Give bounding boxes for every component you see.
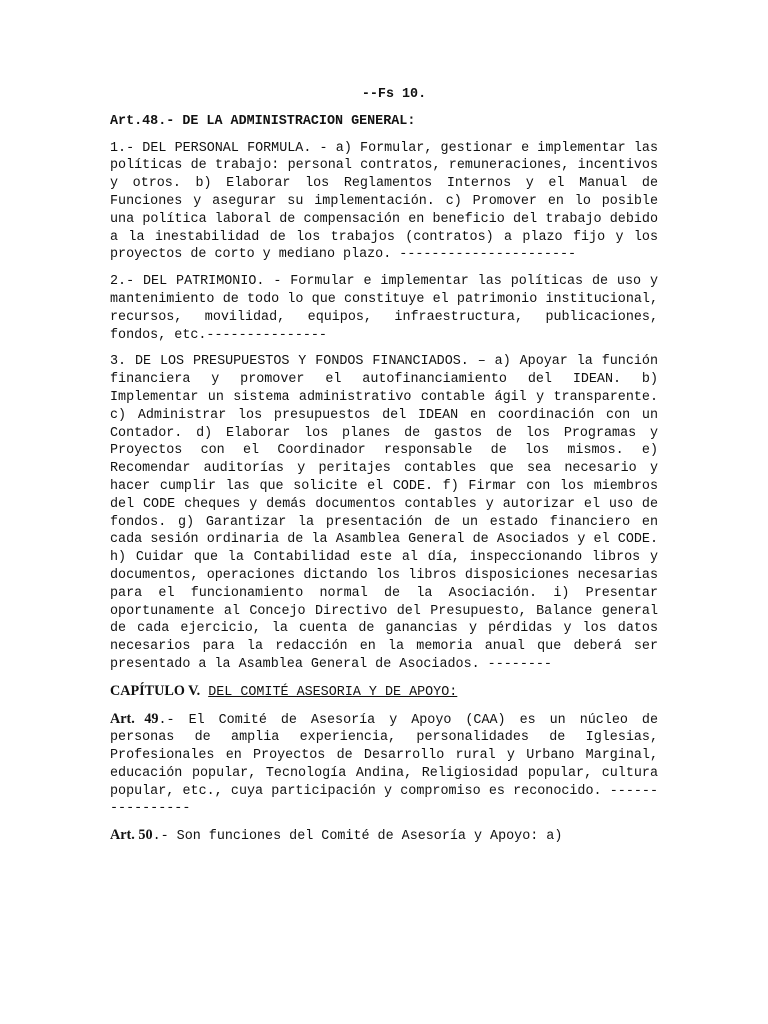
art50-paragraph <box>110 827 658 846</box>
chapter-heading <box>110 683 658 702</box>
document-body <box>110 86 658 855</box>
art48-title: Art.48.- DE LA ADMINISTRACION GENERAL: <box>110 113 416 129</box>
art49-label: Art. 49 <box>110 710 159 727</box>
chapter-label: CAPÍTULO V. <box>110 682 201 699</box>
section-1-personal: 1.- DEL PERSONAL FORMULA. - a) Formular, gestionar e implementar las políticas de trabajo: personal contratos, remuneraciones, incentivos y otros. b) Elaborar los Reglamentos Internos y el Manual de Funciones y asegurar su implementación. c) Promover en lo posible una política laboral de compensación en beneficio del trabajo debido a la inestabilidad de los trabajos (contratos) a plazo fijo y los proyectos de corto y mediano plazo. ---------------------- <box>110 140 658 263</box>
section-3-presupuestos: 3. DE LOS PRESUPUESTOS Y FONDOS FINANCIADOS. – a) Apoyar la función financiera y promover el autofinanciamiento del IDEAN. b) Implementar un sistema administrativo contable ágil y transparente. c) Administrar los presupuestos del IDEAN en coordinación con un Contador. d) Elaborar los planes de gastos de los Programas y Proyectos con el Coordinador responsable de los mismos. e) Recomendar auditorías y peritajes contables que sea necesario y hacer cumplir las que solicite el CODE. f) Firmar con los miembros del CODE cheques y demás documentos contables y autorizar el uso de fondos. g) Garantizar la presentación de un estado financiero en cada sesión ordinaria de la Asamblea General de Asociados y el CODE. h) Cuidar que la Contabilidad este al día, inspeccionando libros y documentos, operaciones dictando los libros disposiciones necesarias para el funcionamiento normal de la Asociación. i) Presentar oportunamente al Concejo Directivo del Presupuesto, Balance general de cada ejercicio, la cuenta de ganancias y pérdidas y los datos necesarios para la redacción en la memoria anual que deberá ser presentado a la Asamblea General de Asociados. -------- <box>110 354 658 672</box>
chapter-title: DEL COMITÉ ASESORIA Y DE APOYO: <box>208 684 458 700</box>
art49-paragraph <box>110 711 658 819</box>
art50-label: Art. 50 <box>110 827 153 844</box>
section-2-patrimonio: 2.- DEL PATRIMONIO. - Formular e implementar las políticas de uso y mantenimiento de todo lo que constituye el patrimonio institucional, recursos, movilidad, equipos, infraestructura, publicaciones, fondos, etc.--------------- <box>110 274 658 343</box>
art50-text: .- Son funciones del Comité de Asesoría y Apoyo: a) <box>152 829 563 845</box>
page-marker: --Fs 10. <box>361 87 427 102</box>
art49-text: .- El Comité de Asesoría y Apoyo (CAA) es un núcleo de personas de amplia experiencia, personalidades de Iglesias, Profesionales en Proyectos de Desarrollo rural y Urbano Marginal, educación popular, Tecnología Andina, Religiosidad popular, cultura popular, etc., cuya participación y compromiso es reconocido. ---------------- <box>110 712 658 817</box>
